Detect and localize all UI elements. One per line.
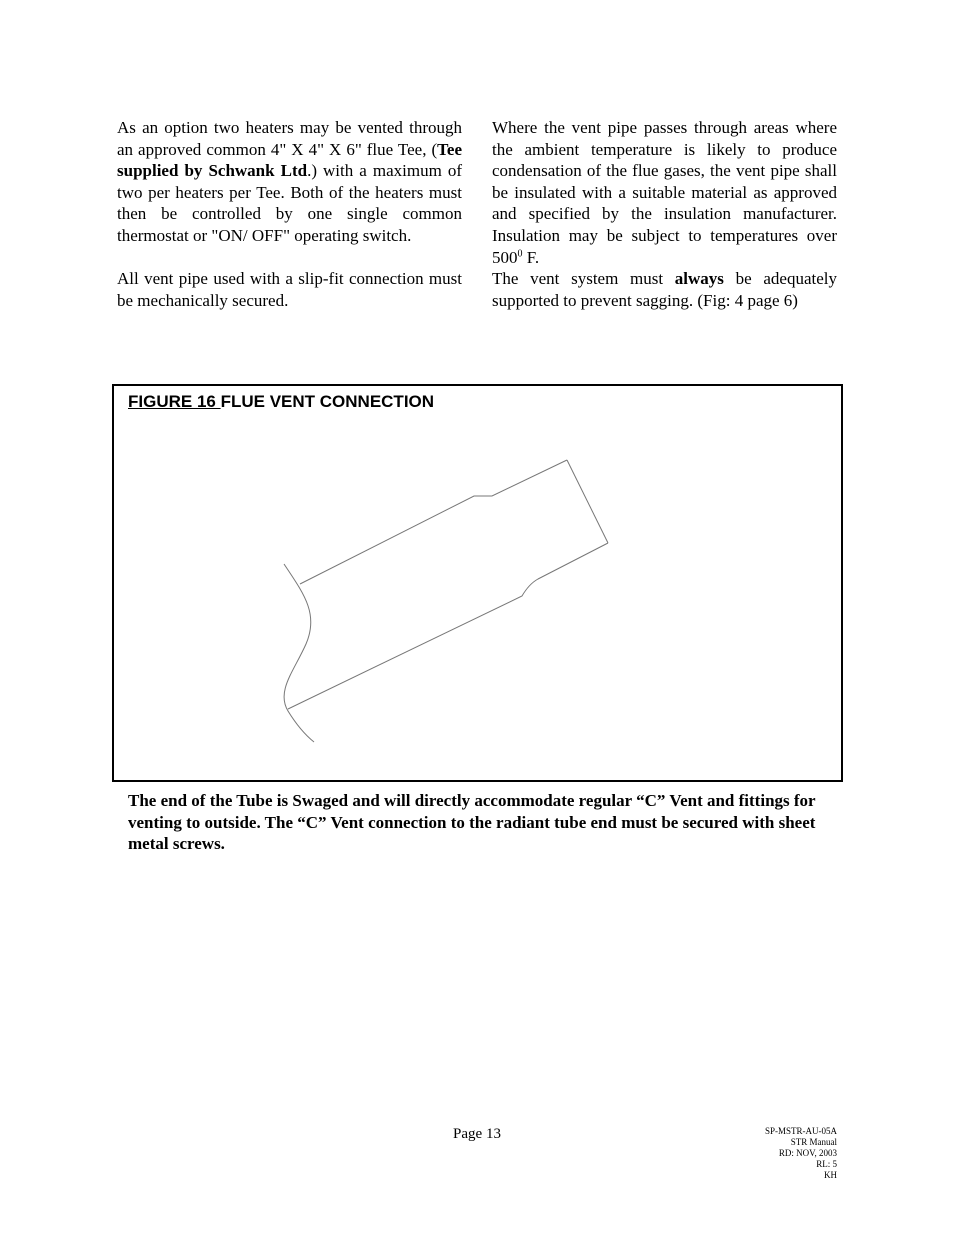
figure-box xyxy=(112,384,843,782)
doc-date: RD: NOV, 2003 xyxy=(778,1148,837,1158)
right-paragraph-2 xyxy=(492,268,837,311)
always-bold: always xyxy=(674,269,724,289)
left-paragraph-1 xyxy=(117,117,462,247)
text-span: be adequately supported to prevent sagging. (Fig: 4 page 6) xyxy=(492,269,837,310)
doc-initials: KH xyxy=(824,1170,837,1180)
figure-caption-title: FLUE VENT CONNECTION xyxy=(220,392,435,411)
doc-revision: RL: 5 xyxy=(816,1159,837,1169)
pipe-bottom-edge xyxy=(288,543,608,709)
break-line xyxy=(284,564,314,742)
figure-caption: The end of the Tube is Swaged and will directly accommodate regular “C” Vent and fittings for venting to outside. The “C” Vent connection to the radiant tube end must be secured with sheet metal screws. xyxy=(128,791,816,854)
pipe-end-cap xyxy=(567,460,608,543)
supplier-bold: Tee supplied by Schwank Ltd xyxy=(117,139,462,181)
doc-manual: STR Manual xyxy=(790,1137,837,1147)
left-paragraph-2: All vent pipe used with a slip-fit connection must be mechanically secured. xyxy=(117,269,462,310)
page-number: Page 13 xyxy=(453,1126,501,1142)
pipe-top-edge xyxy=(300,460,567,584)
superscript: 0 xyxy=(517,247,523,259)
text-span: Where the vent pipe passes through areas where the ambient temperature is likely to produce condensation of the flue gases, the vent pipe shall be insulated with a suitable material as approved and specified by the insulation manufacturer. Insulation may be subject to temperatures over 500 xyxy=(492,118,837,267)
figure-number: FIGURE 16 xyxy=(128,392,221,411)
document-reference xyxy=(765,1126,837,1181)
flue-vent-drawing xyxy=(114,386,841,780)
text-span: As an option two heaters may be vented through an approved common 4" X 4" X 6" flue Tee, ( xyxy=(117,118,462,159)
text-span: .) with a maximum of two per heaters per Tee. Both of the heaters must then be controlled by one single common thermostat or "ON/ OFF" operating switch. xyxy=(117,161,462,245)
right-paragraph-1 xyxy=(492,117,837,268)
text-span: F. xyxy=(522,247,540,267)
right-column xyxy=(492,117,837,311)
doc-code: SP-MSTR-AU-05A xyxy=(764,1126,837,1136)
left-column xyxy=(117,117,462,311)
text-span: The vent system must xyxy=(492,269,675,289)
